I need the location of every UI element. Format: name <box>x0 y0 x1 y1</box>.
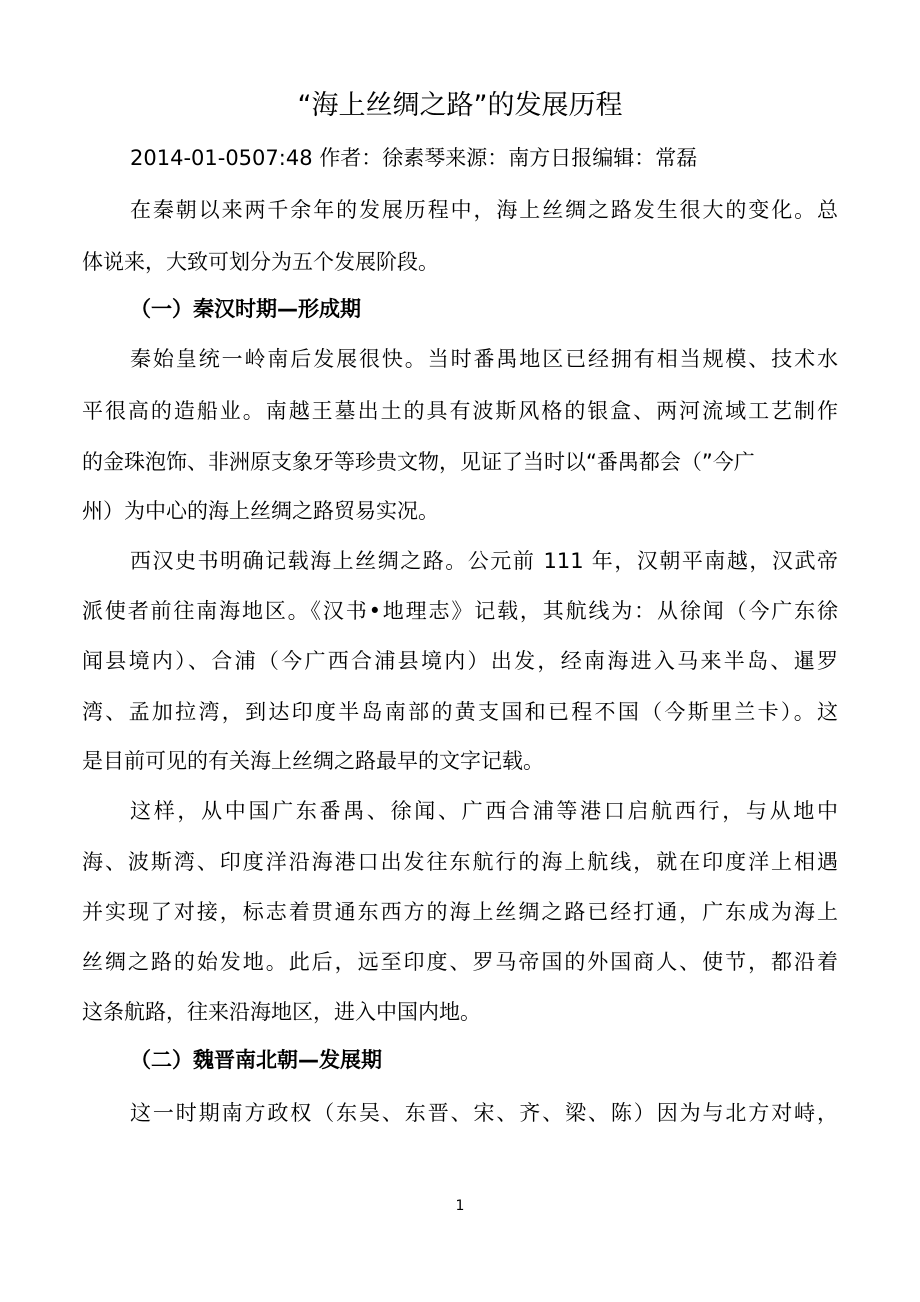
paragraph-line: 这条航路，往来沿海地区，进入中国内地。 <box>82 1000 481 1024</box>
paragraph-line: 州）为中心的海上丝绸之路贸易实况。 <box>82 499 439 523</box>
paragraph-line: 并实现了对接，标志着贯通东西方的海上丝绸之路已经打通，广东成为海上 <box>82 900 838 924</box>
paragraph-line: 是目前可见的有关海上丝绸之路最早的文字记载。 <box>82 749 544 773</box>
paragraph-line: 西汉史书明确记载海上丝绸之路。公元前 111 年，汉朝平南越，汉武帝 <box>130 549 838 573</box>
section-heading-qin-han: （一）秦汉时期—形成期 <box>130 297 361 321</box>
paragraph-line: 的金珠泡饰、非洲原支象牙等珍贵文物，见证了当时以“番禺都会（”今广 <box>82 450 755 474</box>
paragraph-line: 海、波斯湾、印度洋沿海港口出发往东航行的海上航线，就在印度洋上相遇 <box>82 850 838 874</box>
paragraph-line: 湾、孟加拉湾，到达印度半岛南部的黄支国和已程不国（今斯里兰卡）。这 <box>82 700 838 724</box>
paragraph-line: 丝绸之路的始发地。此后，远至印度、罗马帝国的外国商人、使节，都沿着 <box>82 950 838 974</box>
section-heading-wei-jin: （二）魏晋南北朝—发展期 <box>130 1048 382 1072</box>
paragraph-line: 秦始皇统一岭南后发展很快。当时番禺地区已经拥有相当规模、技术水 <box>130 347 838 371</box>
paragraph-line: 这样，从中国广东番禺、徐闻、广西合浦等港口启航西行，与从地中 <box>130 799 838 823</box>
paragraph-line: 体说来，大致可划分为五个发展阶段。 <box>82 250 439 274</box>
page-title: “海上丝绸之路”的发展历程 <box>297 90 623 121</box>
paragraph-line: 在秦朝以来两千余年的发展历程中，海上丝绸之路发生很大的变化。总 <box>130 198 838 222</box>
page-number: 1 <box>455 1198 465 1214</box>
paragraph-line: 派使者前往南海地区。《汉书•地理志》记载，其航线为：从徐闻（今广东徐 <box>82 599 838 623</box>
paragraph-line: 平很高的造船业。南越王墓出土的具有波斯风格的银盒、两河流域工艺制作 <box>82 399 838 423</box>
paragraph-line: 这一时期南方政权（东吴、东晋、宋、齐、梁、陈）因为与北方对峙， <box>130 1101 838 1125</box>
byline: 2014-01-0507:48 作者：徐素琴来源：南方日报编辑：常磊 <box>130 146 698 170</box>
paragraph-line: 闻县境内）、合浦（今广西合浦县境内）出发，经南海进入马来半岛、暹罗 <box>82 649 838 673</box>
